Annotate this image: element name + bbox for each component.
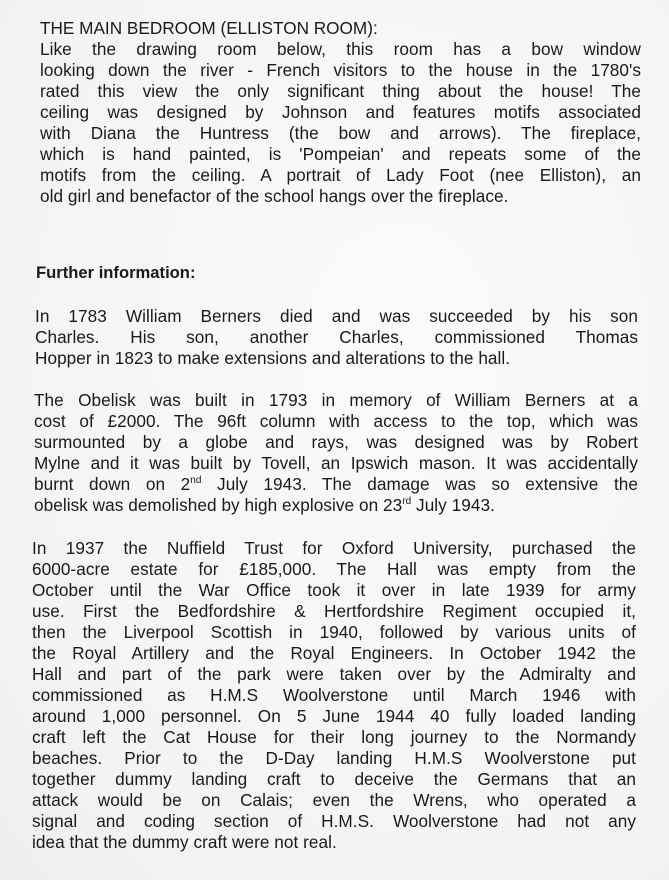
text-line: Mylne and it was built by Tovell, an Ipswich mason. It was accidentally (34, 453, 638, 473)
text-line: then the Liverpool Scottish in 1940, followed by various units of (32, 622, 636, 642)
text-line: commissioned as H.M.S Woolverstone until March 1946 with (32, 685, 636, 705)
text-line: attack would be on Calais; even the Wrens, who operated a (32, 790, 636, 810)
text-line: craft left the Cat House for their long journey to the Normandy (32, 727, 636, 747)
text-line: surmounted by a globe and rays, was designed was by Robert (34, 432, 638, 452)
text-line-demolished (34, 495, 638, 516)
ordinal-suffix: nd (190, 475, 202, 486)
text-line-burnt-down (34, 474, 638, 495)
text-line: around 1,000 personnel. On 5 June 1944 40 fully loaded landing (32, 706, 636, 726)
text-line: cost of £2000. The 96ft column with access to the top, which was (34, 411, 638, 431)
text-line: the Royal Artillery and the Royal Engineers. In October 1942 the (32, 643, 636, 663)
text-line: signal and coding section of H.M.S. Woolverstone had not any (32, 811, 636, 831)
text-line: In 1937 the Nuffield Trust for Oxford University, purchased the (32, 538, 636, 558)
text-line: Hall and part of the park were taken over by the Admiralty and (32, 664, 636, 684)
paragraph-obelisk (34, 390, 638, 516)
text-fragment: July 1943. The damage was so extensive the (201, 474, 638, 494)
text-line: Like the drawing room below, this room has a bow window (40, 39, 641, 59)
text-line: old girl and benefactor of the school hangs over the fireplace. (40, 186, 509, 206)
section-title-main-bedroom: THE MAIN BEDROOM (ELLISTON ROOM): (40, 18, 378, 38)
text-line: October until the War Office took it over in late 1939 for army (32, 580, 636, 600)
paragraph-main-bedroom (40, 39, 641, 207)
text-fragment: burnt down on 2 (34, 474, 191, 494)
text-fragment: July 1943. (411, 495, 495, 515)
text-line: Hopper in 1823 to make extensions and alterations to the hall. (35, 348, 511, 368)
text-line: 6000-acre estate for £185,000. The Hall was empty from the (32, 559, 636, 579)
paragraph-berners (35, 306, 638, 369)
text-line: ceiling was designed by Johnson and features motifs associated (40, 102, 641, 122)
text-line: idea that the dummy craft were not real. (32, 832, 337, 852)
text-line: rated this view the only significant thing about the house! The (40, 81, 641, 101)
text-line: motifs from the ceiling. A portrait of Lady Foot (nee Elliston), an (40, 165, 641, 185)
text-line: with Diana the Huntress (the bow and arrows). The fireplace, (40, 123, 641, 143)
ordinal-suffix: rd (402, 496, 412, 507)
text-line: beaches. Prior to the D-Day landing H.M.S Woolverstone put (32, 748, 636, 768)
further-information-heading: Further information: (36, 263, 196, 282)
text-line: Charles. His son, another Charles, commissioned Thomas (35, 327, 638, 347)
text-line: The Obelisk was built in 1793 in memory of William Berners at a (34, 390, 638, 410)
paragraph-nuffield (32, 538, 636, 853)
text-line: use. First the Bedfordshire & Hertfordshire Regiment occupied it, (32, 601, 636, 621)
text-line: together dummy landing craft to deceive the Germans that an (32, 769, 636, 789)
text-line: which is hand painted, is 'Pompeian' and repeats some of the (40, 144, 641, 164)
text-line: In 1783 William Berners died and was succeeded by his son (35, 306, 638, 326)
text-fragment: obelisk was demolished by high explosive on 23 (34, 495, 403, 515)
text-line: looking down the river - French visitors to the house in the 1780's (40, 60, 641, 80)
